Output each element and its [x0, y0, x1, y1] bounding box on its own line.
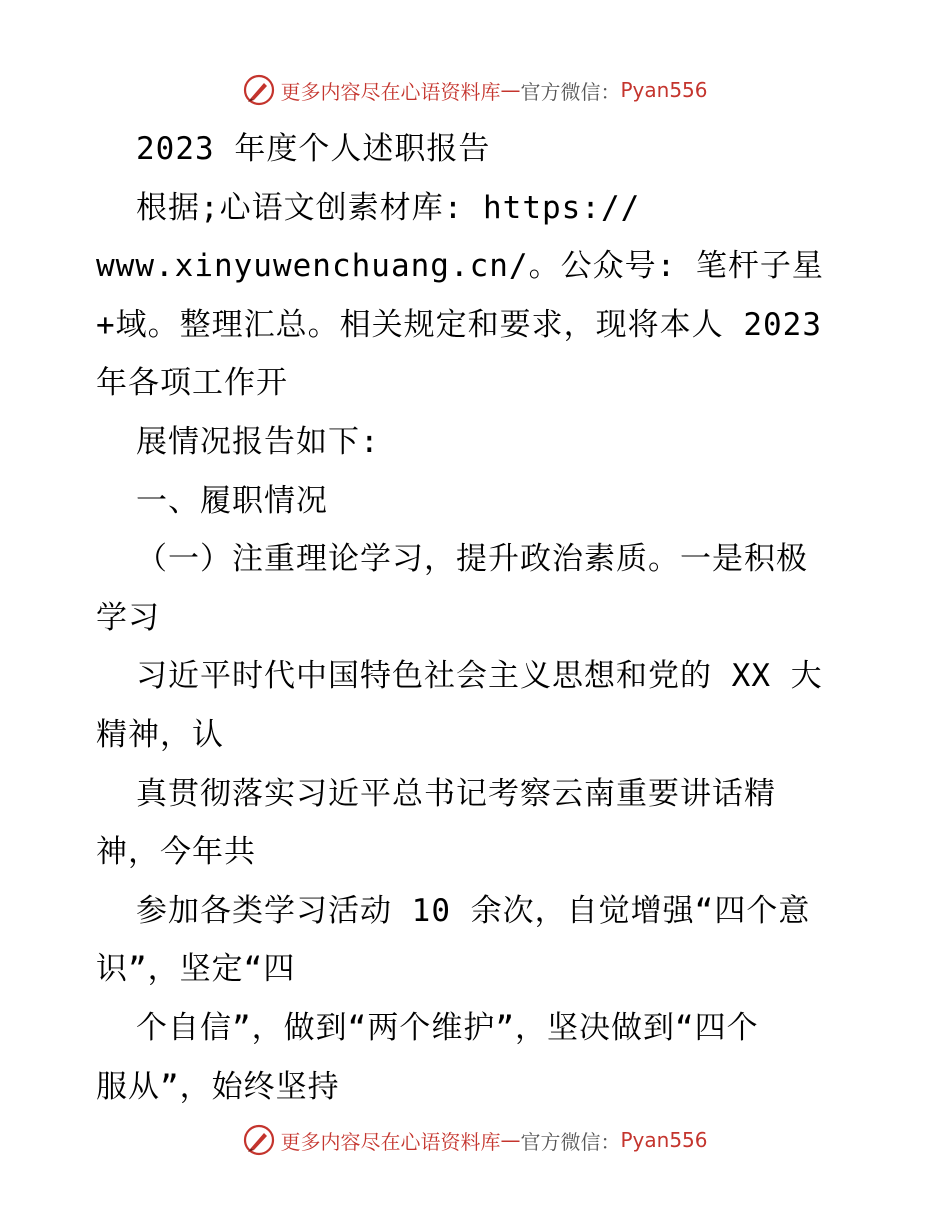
watermark-header — [0, 70, 950, 110]
watermark-official-label: 官方微信： — [520, 1129, 621, 1154]
watermark-wechat-id: Pyan556 — [620, 1128, 708, 1152]
document-line: 根据;心语文创素材库: https:// — [136, 189, 641, 226]
document-line: 学习 — [96, 599, 160, 636]
document-line: 真贯彻落实习近平总书记考察云南重要讲话精 — [136, 775, 776, 812]
document-line: （一）注重理论学习，提升政治素质。一是积极 — [136, 541, 808, 578]
watermark-separator: — — [500, 1128, 521, 1152]
watermark-separator: — — [500, 78, 521, 102]
watermark-official-label: 官方微信： — [520, 79, 621, 104]
watermark-wechat-id: Pyan556 — [620, 78, 708, 102]
document-line: 神，今年共 — [96, 834, 256, 871]
document-line: 习近平时代中国特色社会主义思想和党的 XX 大 — [136, 658, 823, 695]
document-line: 识”，坚定“四 — [96, 951, 296, 988]
pen-nib-logo-icon — [242, 73, 276, 107]
pen-nib-logo-icon — [242, 1123, 276, 1157]
watermark-main-text: 更多内容尽在心语资料库 — [280, 79, 501, 104]
document-line: www.xinyuwenchuang.cn/。公众号: 笔杆子星 — [96, 248, 824, 285]
document-body — [96, 120, 856, 1116]
document-title: 2023 年度个人述职报告 — [136, 131, 491, 167]
document-line: 参加各类学习活动 10 余次，自觉增强“四个意 — [136, 892, 811, 929]
document-line: 服从”，始终坚持 — [96, 1068, 340, 1105]
document-line: +域。整理汇总。相关规定和要求，现将本人 2023 — [96, 306, 822, 343]
section-heading: 一、履职情况 — [136, 482, 328, 519]
watermark-main-text: 更多内容尽在心语资料库 — [280, 1129, 501, 1154]
document-line: 展情况报告如下: — [136, 423, 380, 460]
document-line: 精神，认 — [96, 716, 224, 753]
watermark-footer — [0, 1120, 950, 1160]
document-line: 个自信”，做到“两个维护”，坚决做到“四个 — [136, 1009, 759, 1046]
document-line: 年各项工作开 — [96, 365, 288, 402]
